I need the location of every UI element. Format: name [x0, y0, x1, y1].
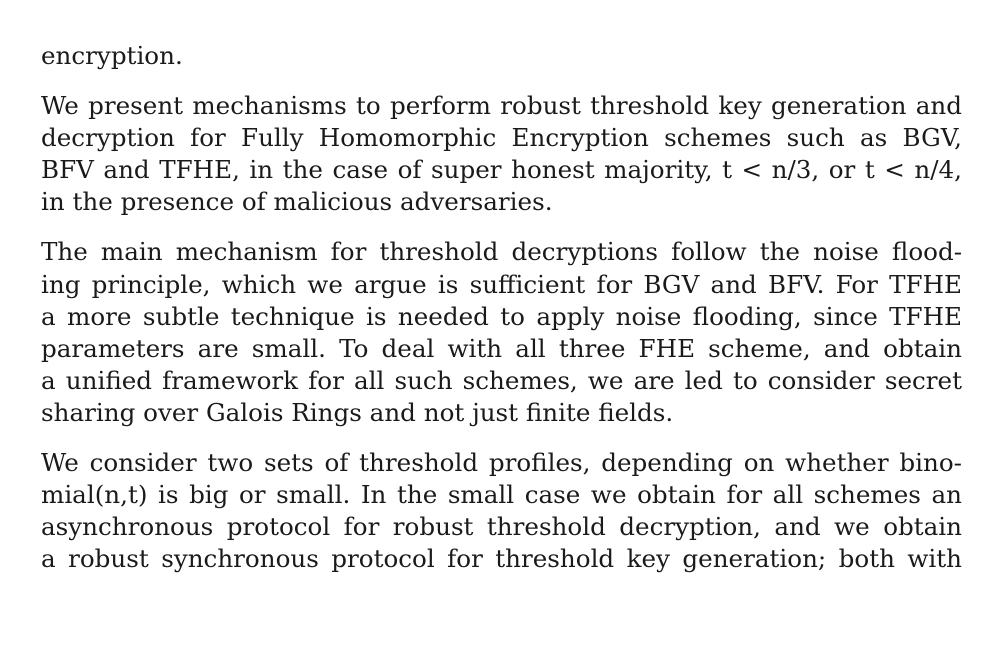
text-line: in the presence of malicious adversaries. — [41, 187, 553, 217]
text-line: The main mechanism for threshold decryptions follow the noise flood- — [41, 237, 962, 267]
text-line: a more subtle technique is needed to apply noise flooding, since TFHE — [41, 301, 962, 331]
text-line: a robust synchronous protocol for threshold key generation; both with — [41, 544, 962, 574]
paragraph-noise-flooding — [41, 236, 962, 429]
text-line: BFV and TFHE, in the case of super honest majority, t < n/3, or t < n/4, — [41, 155, 962, 185]
text-line: We consider two sets of threshold profiles, depending on whether bino- — [41, 448, 962, 478]
text-line: a unified framework for all such schemes, we are led to consider secret — [41, 365, 962, 395]
text-line: ing principle, which we argue is sufficient for BGV and BFV. For TFHE — [41, 269, 962, 299]
paragraph-continuation — [41, 40, 962, 72]
paragraph-threshold-profiles — [41, 447, 962, 575]
paragraph-mechanisms — [41, 90, 962, 218]
text-line: We present mechanisms to perform robust threshold key generation and — [41, 91, 962, 121]
text-line: encryption. — [41, 41, 183, 70]
text-line: asynchronous protocol for robust threshold decryption, and we obtain — [41, 512, 962, 542]
text-line: mial(n,t) is big or small. In the small case we obtain for all schemes an — [41, 480, 962, 510]
text-line: decryption for Fully Homomorphic Encryption schemes such as BGV, — [41, 123, 962, 153]
text-line: parameters are small. To deal with all three FHE scheme, and obtain — [41, 333, 962, 363]
text-line: sharing over Galois Rings and not just finite fields. — [41, 397, 674, 427]
